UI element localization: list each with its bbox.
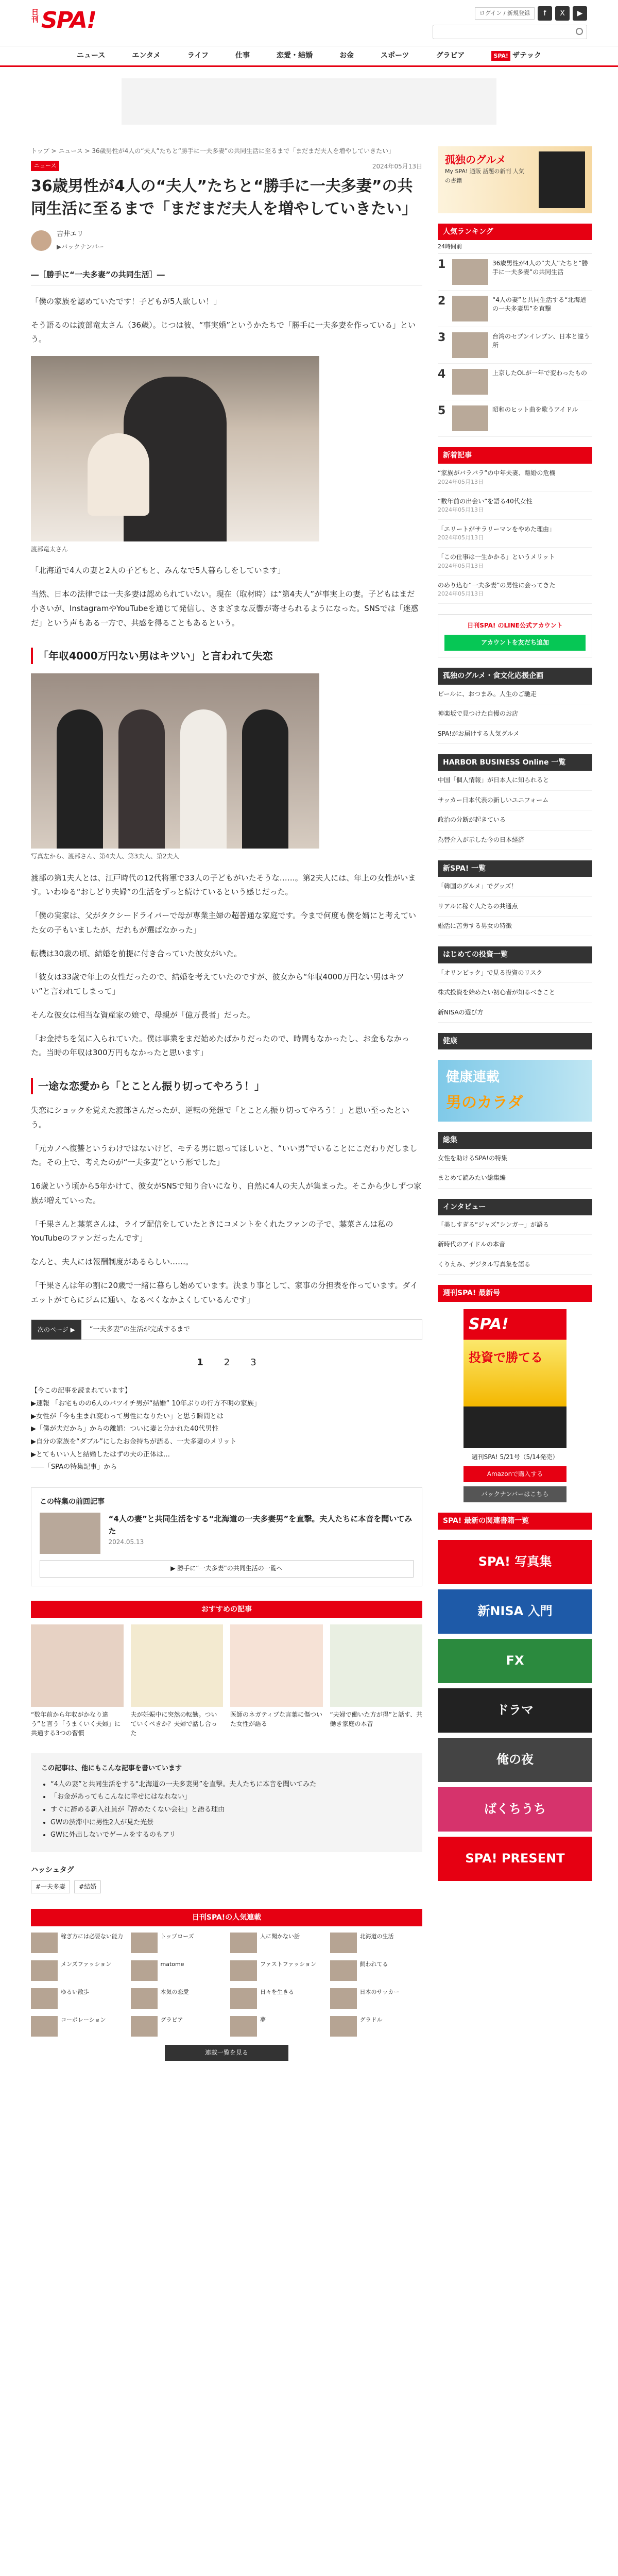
recommend-grid xyxy=(31,1624,422,1738)
magazine-buy-button[interactable]: Amazonで購入する xyxy=(464,1466,566,1482)
paragraph: 16歳という頃から5年かけて、彼女がSNSで知り合いになり、自然に4人の夫人が集まった。そこから少しずつ家族が増えていった。 xyxy=(31,1181,422,1205)
popular-title[interactable]: ゆるい散歩 xyxy=(61,1989,89,1996)
popular-thumbnail[interactable] xyxy=(31,1988,58,2009)
paragraph: 「北海道で4人の妻と2人の子どもと、みんなで5人暮らしをしています」 xyxy=(31,566,285,575)
feature-thumbnail[interactable] xyxy=(40,1513,100,1554)
new-item-title[interactable]: “家族がバラバラ”の中年夫妻、離婚の危機 xyxy=(438,469,556,477)
nav-special-label: ザテック xyxy=(512,52,541,60)
new-item[interactable] xyxy=(438,492,592,520)
x-icon[interactable]: X xyxy=(555,6,570,21)
photo-baby xyxy=(88,433,149,516)
online-heading: HARBOR BUSINESS Online 一覧 xyxy=(438,754,592,771)
popular-item[interactable] xyxy=(230,1988,323,2009)
new-item-title[interactable]: “数年前の出会い”を語る40代女性 xyxy=(438,497,533,505)
new-item-title[interactable]: のめり込む“一夫多妻”の男性に会ってきた xyxy=(438,581,556,589)
ranking-item[interactable] xyxy=(438,400,592,437)
popular-thumbnail[interactable] xyxy=(131,1988,158,2009)
section-heading: 一途な恋愛から「とことん振り切ってやろう！」 xyxy=(31,1078,422,1094)
recommend-card[interactable] xyxy=(131,1624,224,1738)
popular-more-button[interactable]: 連載一覧を見る xyxy=(165,2045,288,2061)
kenko-title: 健康連載 xyxy=(446,1070,500,1086)
paragraph: 渡部の第1夫人とは、江戸時代の12代将軍で33人の子どもがいたそうな……。第2夫人には、年上の女性がいます。いわゆる“おしどり夫婦”の生活をずっと続けているという感じだった。 xyxy=(31,873,416,897)
interview-item[interactable]: くりえみ、デジタル写真集を語る xyxy=(438,1255,592,1275)
book-link[interactable]: SPA! PRESENT xyxy=(438,1837,592,1881)
global-nav xyxy=(0,46,618,67)
popular-title[interactable]: メンズファッション xyxy=(61,1961,112,1968)
paragraph: 「僕の家族を認めていたです！子どもが5人欲しい！」 xyxy=(31,296,221,306)
first-invest-item[interactable]: 新NISAの選び方 xyxy=(438,1003,592,1023)
paragraph: 「千果さんは年の割に20歳で一緒に暮らし始めています。決まり事として、家事の分担表を作っています。ダイエットがてらにジムに通い、なるべくなかよくしているんです」 xyxy=(31,1280,418,1304)
facebook-icon[interactable]: f xyxy=(538,6,552,21)
sogo-heading: 総集 xyxy=(438,1132,592,1148)
recommend-title[interactable]: “夫婦で働いた方が得”と話す、共働き家庭の本音 xyxy=(330,1710,422,1727)
nav-sports[interactable]: スポーツ xyxy=(380,52,409,60)
author-avatar[interactable] xyxy=(31,230,52,251)
paragraph: 「千果さんと葉菜さんは、ライブ配信をしていたときにコメントをくれたファンの子で、葉菜さんは私のYouTubeのファンだったんです」 xyxy=(31,1219,393,1243)
recommend-title[interactable]: 医師のネガティブな言葉に傷ついた女性が語る xyxy=(230,1710,323,1727)
kenko-banner[interactable] xyxy=(438,1060,592,1122)
popular-item[interactable] xyxy=(131,2016,224,2037)
feature-box xyxy=(31,1487,422,1586)
feature-date: 2024.05.13 xyxy=(108,1538,144,1546)
photo-1 xyxy=(31,356,319,541)
rank-title[interactable]: 昭和のヒット曲を歌うアイドル xyxy=(492,405,578,413)
recommend-thumbnail[interactable] xyxy=(330,1624,423,1707)
popular-thumbnail[interactable] xyxy=(131,1960,158,1981)
search-icon[interactable] xyxy=(576,28,583,35)
book-link[interactable]: FX xyxy=(438,1639,592,1683)
photo-person xyxy=(242,709,288,849)
paragraph: そう語るのは渡部竜太さん（36歳）。じつは彼、“事実婚”というかたちで「勝手に一夫多妻を作っている」という。 xyxy=(31,320,416,344)
first-invest-heading: はじめての投資一覧 xyxy=(438,946,592,963)
sogo-item[interactable]: 女性を助けるSPA!の特集 xyxy=(438,1149,592,1168)
sidebar xyxy=(438,136,592,1881)
line-box xyxy=(438,614,592,657)
popular-thumbnail[interactable] xyxy=(330,1960,357,1981)
rank-title[interactable]: 台湾のセブンイレブン、日本と違う所 xyxy=(492,332,590,349)
book-link[interactable]: ばくちうち xyxy=(438,1787,592,1832)
ranking-item[interactable] xyxy=(438,254,592,291)
side-banner-sub: My SPA! 通販 話題の新刊 人気の書籍 xyxy=(445,168,524,184)
book-link[interactable]: 俺の夜 xyxy=(438,1738,592,1782)
rank-title[interactable]: 36歳男性が4人の“夫人”たちと“勝手に一夫多妻”の共同生活 xyxy=(492,259,588,276)
paragraph: 当然、日本の法律では一夫多妻は認められていない。現在（取材時）は“第4夫人”が事実上の妻。子どもはまだ小さいが、InstagramやYouTubeを通じて発信し、さまざまな反響が寄せられるようになった。SNSでは「迷惑だ」という声もある一方で、共感を得ることもあるという。 xyxy=(31,589,419,628)
reading-links-intro: 【今この記事を読まれています】 xyxy=(31,1387,132,1395)
nav-special-badge: SPA! xyxy=(491,51,510,61)
online-item[interactable]: 中国「個人情報」が日本人に知られると xyxy=(438,771,592,790)
ranking-item[interactable] xyxy=(438,327,592,364)
popular-thumbnail[interactable] xyxy=(230,1933,257,1953)
popular-item[interactable] xyxy=(230,2016,323,2037)
rank-thumbnail[interactable] xyxy=(452,405,488,431)
popular-title[interactable]: ファストファッション xyxy=(260,1961,317,1968)
popular-thumbnail[interactable] xyxy=(330,1933,357,1953)
nav-work[interactable]: 仕事 xyxy=(235,52,250,60)
related-link[interactable]: • GWに外出しないでゲームをするのもアリ xyxy=(50,1829,412,1842)
new2-item[interactable]: 「韓国のグルメ」でグッズ！ xyxy=(438,877,592,896)
popular-title[interactable]: 日々を生きる xyxy=(260,1989,294,1996)
popular-item[interactable] xyxy=(131,1988,224,2009)
recommend-card[interactable] xyxy=(330,1624,423,1738)
rank-number: 5 xyxy=(438,404,446,417)
ranking-tab[interactable]: 24時間前 xyxy=(438,240,592,254)
rank-thumbnail[interactable] xyxy=(452,296,488,321)
popular-item[interactable] xyxy=(330,1933,423,1953)
first-invest-item[interactable]: 「オリンピック」で見る投資のリスク xyxy=(438,963,592,983)
next-page-tag: 次のページ ▶ xyxy=(31,1320,81,1340)
content-wrap xyxy=(31,136,590,2576)
nav-money[interactable]: お金 xyxy=(339,52,354,60)
photo-caption: 渡部竜太さん xyxy=(31,546,68,553)
page-2[interactable]: 2 xyxy=(224,1357,230,1368)
recommend-thumbnail[interactable] xyxy=(31,1624,124,1707)
related-box xyxy=(31,1753,422,1852)
rank-number: 1 xyxy=(438,258,446,271)
page-3[interactable]: 3 xyxy=(250,1357,256,1368)
related-heading: この記事は、他にもこんな記事を書いています xyxy=(41,1764,182,1772)
logo-small: 日刊 xyxy=(30,8,39,23)
popular-item[interactable] xyxy=(31,1960,124,1981)
nav-love[interactable]: 恋愛・結婚 xyxy=(276,52,313,60)
popular-title[interactable]: 飼われてる xyxy=(359,1961,388,1968)
popular-item[interactable] xyxy=(330,2016,423,2037)
new2-item[interactable]: 婚活に苦労する男女の特徴 xyxy=(438,917,592,936)
related-link[interactable]: • “4人の妻”と共同生活をする“北海道の一夫多妻男”を直撃。夫人たちに本音を聞いてみた xyxy=(50,1778,412,1791)
popular-title[interactable]: 人に聞かない話 xyxy=(260,1933,300,1940)
new-item-title[interactable]: 「この仕事は一生かかる」というメリット xyxy=(438,553,555,561)
new-item-title[interactable]: 「エリートがサラリーマンをやめた理由」 xyxy=(438,526,556,533)
article-body xyxy=(31,268,422,1307)
new-item[interactable] xyxy=(438,520,592,548)
sponsored-item[interactable]: ビールに、おつまみ。人生のご馳走 xyxy=(438,685,592,704)
tag[interactable]: #結婚 xyxy=(74,1880,101,1893)
popular-item[interactable] xyxy=(330,1960,423,1981)
ranking-heading: 人気ランキング xyxy=(438,224,592,240)
page-1[interactable]: 1 xyxy=(197,1357,203,1368)
interview-heading: インタビュー xyxy=(438,1199,592,1215)
popular-item[interactable] xyxy=(131,1933,224,1953)
feature-more-button[interactable]: ▶ 勝手に“一夫多妻”の共同生活の一覧へ xyxy=(40,1560,414,1577)
recommend-thumbnail[interactable] xyxy=(230,1624,323,1707)
paragraph: 「元カノへ復讐というわけではないけど、モテる男に思ってほしいと、“いい男”でいることにこだわりだしました。その上で、考えたのが“一夫多妻”という形でした」 xyxy=(31,1143,418,1167)
magazine-cover[interactable] xyxy=(464,1309,566,1448)
feature-row[interactable] xyxy=(40,1513,414,1554)
popular-thumbnail[interactable] xyxy=(131,1933,158,1953)
paragraph: そんな彼女は相当な資産家の娘で、母親が「億万長者」だった。 xyxy=(31,1010,255,1020)
rank-title[interactable]: “4人の妻”と共同生活する“北海道の一夫多妻男”を直撃 xyxy=(492,296,587,313)
rank-number: 2 xyxy=(438,294,446,308)
ranking-item[interactable] xyxy=(438,364,592,400)
magazine-backnumber-button[interactable]: バックナンバーはこちら xyxy=(464,1486,566,1502)
side-banner-title: 孤独のグルメ xyxy=(445,154,506,166)
photo-person xyxy=(57,709,103,849)
new-item-date: 2024年05月13日 xyxy=(438,534,484,541)
reading-links xyxy=(31,1385,422,1474)
interview-item[interactable]: 新時代のアイドルの本音 xyxy=(438,1235,592,1255)
category-label[interactable]: ニュース xyxy=(31,161,59,171)
popular-title[interactable]: 日本のサッカー xyxy=(359,1989,400,1996)
popular-item[interactable] xyxy=(31,2016,124,2037)
rank-number: 4 xyxy=(438,367,446,381)
magazine-logo: SPA! xyxy=(469,1315,509,1333)
next-page-text: “一夫多妻”の生活が完成するまで xyxy=(89,1325,191,1333)
author-row[interactable] xyxy=(31,229,422,252)
book-link[interactable]: 新NISA 入門 xyxy=(438,1589,592,1634)
nav-entame[interactable]: エンタメ xyxy=(132,52,161,60)
popular-title[interactable]: トップローズ xyxy=(160,1933,194,1940)
reading-link[interactable]: ▶「僕が夫だから」からの離婚：ついに妻と分かれた40代男性 xyxy=(31,1425,219,1433)
tag[interactable]: #一夫多妻 xyxy=(31,1880,70,1893)
paragraph: 転機は30歳の頃、結婚を前提に付き合っていた彼女がいた。 xyxy=(31,948,242,958)
site-header xyxy=(0,0,618,46)
popular-title[interactable]: グラドル xyxy=(359,2016,383,2024)
search-input[interactable] xyxy=(433,25,587,39)
popular-item[interactable] xyxy=(230,1960,323,1981)
popular-title[interactable]: 本気の恋愛 xyxy=(160,1989,189,1996)
book-links-heading: SPA! 最新の関連書籍一覧 xyxy=(438,1513,592,1529)
backnumber-link[interactable]: ▶バックナンバー xyxy=(57,243,104,250)
reading-link[interactable]: ▶とてもいい人と結婚したはずの夫の正体は… xyxy=(31,1450,170,1459)
new-item[interactable] xyxy=(438,548,592,575)
popular-thumbnail[interactable] xyxy=(230,2016,257,2037)
new-item-date: 2024年05月13日 xyxy=(438,506,484,514)
member-link[interactable]: ログイン / 新規登録 xyxy=(475,7,535,20)
paragraph: 失恋にショックを覚えた渡部さんだったが、逆転の発想で「とことん振り切ってやろう！」と思い至ったという。 xyxy=(31,1106,409,1129)
rank-thumbnail[interactable] xyxy=(452,369,488,395)
next-page-link[interactable] xyxy=(31,1319,422,1340)
related-link[interactable]: • GWの渋滞中に男性2人が見た光景 xyxy=(50,1817,412,1829)
kenko-heading: 健康 xyxy=(438,1033,592,1049)
new-item[interactable] xyxy=(438,464,592,492)
photo-person xyxy=(180,709,227,849)
popular-title[interactable]: グラビア xyxy=(160,2016,183,2024)
line-add-button[interactable]: アカウントを友だち追加 xyxy=(444,635,586,651)
new-item-date: 2024年05月13日 xyxy=(438,562,484,569)
lead-heading: ―［勝手に“一夫多妻”の共同生活］― xyxy=(31,268,422,285)
rank-thumbnail[interactable] xyxy=(452,259,488,285)
popular-thumbnail[interactable] xyxy=(31,1933,58,1953)
popular-title[interactable]: matome xyxy=(160,1961,184,1968)
feature-title[interactable]: “4人の妻”と共同生活をする“北海道の一夫多妻男”を直撃。夫人たちに本音を聞いてみた xyxy=(108,1514,413,1536)
line-heading: 日刊SPA! のLINE公式アカウント xyxy=(467,622,563,630)
popular-item[interactable] xyxy=(230,1933,323,1953)
nav-news[interactable]: ニュース xyxy=(77,52,106,60)
recommend-card[interactable] xyxy=(31,1624,124,1738)
popular-thumbnail[interactable] xyxy=(31,1960,58,1981)
book-links xyxy=(438,1540,592,1881)
online-item[interactable]: 為替介入が示した今の日本経済 xyxy=(438,831,592,850)
article-title: 36歳男性が4人の“夫人”たちと“勝手に一夫多妻”の共同生活に至るまで「まだまだ夫人を増やしていきたい」 xyxy=(31,177,417,218)
breadcrumb[interactable]: トップ > ニュース > 36歳男性が4人の“夫人”たちと“勝手に一夫多妻”の共同生活に至るまで「まだまだ夫人を増やしていきたい」 xyxy=(31,147,395,155)
popular-item[interactable] xyxy=(330,1988,423,2009)
new-item[interactable] xyxy=(438,576,592,604)
paragraph: 「僕の実家は、父がタクシードライバーで母が専業主婦の超普通な家庭です。今まで何度も僕を婿にと考えていた女の子もいましたが、だれもが選ばなかった」 xyxy=(31,911,417,935)
magazine-caption: 週刊SPA! 5/21号（5/14発売） xyxy=(471,1453,559,1461)
popular-thumbnail[interactable] xyxy=(230,1960,257,1981)
first-invest-item[interactable]: 株式投資を始めたい初心者が知るべきこと xyxy=(438,983,592,1003)
sponsored-heading: 孤独のグルメ・食文化応援企画 xyxy=(438,668,592,684)
popular-thumbnail[interactable] xyxy=(330,1988,357,2009)
pager xyxy=(31,1355,422,1370)
new-heading: 新着記事 xyxy=(438,447,592,464)
reading-link[interactable]: ▶女性が「今も生まれ変わって男性になりたい」と思う瞬間とは xyxy=(31,1412,224,1420)
popular-grid xyxy=(31,1933,422,2037)
paragraph: 「彼女は33歳で年上の女性だったので、結婚を考えていたのですが、彼女から“年収4000万円ない男はキツい”と言われてしまって」 xyxy=(31,972,404,996)
online-item[interactable]: サッカー日本代表の新しいユニフォーム xyxy=(438,791,592,810)
header-right xyxy=(475,6,587,21)
paragraph: なんと、夫人には報酬制度があるらしい……。 xyxy=(31,1257,194,1267)
sogo-item[interactable]: まとめて読みたい総集編 xyxy=(438,1168,592,1188)
popular-heading: 日刊SPA!の人気連載 xyxy=(31,1909,422,1926)
popular-title[interactable]: 夢 xyxy=(260,2016,266,2024)
ranking-item[interactable] xyxy=(438,291,592,327)
popular-thumbnail[interactable] xyxy=(230,1988,257,2009)
photo-caption: 写真左から、渡部さん、第4夫人、第3夫人、第2夫人 xyxy=(31,853,179,860)
popular-thumbnail[interactable] xyxy=(131,2016,158,2037)
related-link[interactable]: • すぐに辞める新入社員が『辞めたくない会社』と語る理由 xyxy=(50,1804,412,1817)
sponsored-item[interactable]: 神楽坂で見つけた自慢のお店 xyxy=(438,704,592,724)
side-banner[interactable] xyxy=(438,146,592,213)
author-name[interactable]: 吉井エリ xyxy=(57,230,84,238)
photo-2 xyxy=(31,673,319,849)
new2-item[interactable]: リアルに稼ぐ人たちの共通点 xyxy=(438,897,592,917)
rank-number: 3 xyxy=(438,331,446,344)
reading-link[interactable]: ▶自分の家族を“ダブル”にしたお金持ちが語る、一夫多妻のメリット xyxy=(31,1437,237,1446)
rank-thumbnail[interactable] xyxy=(452,332,488,358)
book-link[interactable]: ドラマ xyxy=(438,1688,592,1733)
recommend-thumbnail[interactable] xyxy=(131,1624,224,1707)
nav-gravure[interactable]: グラビア xyxy=(436,52,465,60)
recommend-title[interactable]: “数年前から年収がかなり違う”と言う「うまくいく夫婦」に共通する3つの習慣 xyxy=(31,1710,121,1737)
nav-life[interactable]: ライフ xyxy=(187,52,209,60)
photo-person xyxy=(118,709,165,849)
main-column xyxy=(31,136,422,2061)
reading-links-extra: ――「SPAの特集記事」から xyxy=(31,1463,117,1471)
site-logo[interactable] xyxy=(31,6,103,35)
logo-big: SPA! xyxy=(41,7,96,33)
kenko-sub: 男のカラダ xyxy=(446,1094,523,1112)
recommend-title[interactable]: 夫が妊娠中に突然の転勤。ついていくべきか？夫婦で話し合った xyxy=(130,1710,217,1737)
popular-title[interactable]: 稼ぎ方には必要ない能力 xyxy=(61,1933,123,1940)
tag-list xyxy=(31,1880,422,1893)
rank-title[interactable]: 上京したOLが一年で変わったもの xyxy=(492,369,588,377)
popular-item[interactable] xyxy=(31,1988,124,2009)
online-item[interactable]: 政治の分断が起きている xyxy=(438,810,592,830)
new2-heading: 新SPA! 一覧 xyxy=(438,860,592,877)
popular-title[interactable]: 北海道の生活 xyxy=(359,1933,394,1940)
interview-item[interactable]: 「美しすぎる“ジャズ”シンガー」が語る xyxy=(438,1215,592,1235)
feature-heading: この特集の前回記事 xyxy=(40,1497,105,1506)
side-banner-image xyxy=(539,151,585,208)
recommend-heading: おすすめの記事 xyxy=(31,1601,422,1618)
paragraph: 「お金持ちを気に入られていた。僕は事業をまだ始めたばかりだったので、時間もなかったし、お金もなかった。当時の年収は300万円もなかったと思います」 xyxy=(31,1033,409,1058)
sponsored-item[interactable]: SPA!がお届けする人気グルメ xyxy=(438,724,592,744)
related-link[interactable]: • 「お金があってもこんなに幸せにはなれない」 xyxy=(50,1791,412,1804)
new-item-date: 2024年05月13日 xyxy=(438,590,484,598)
popular-thumbnail[interactable] xyxy=(31,2016,58,2037)
publish-date: 2024年05月13日 xyxy=(372,163,422,170)
new-item-date: 2024年05月13日 xyxy=(438,478,484,485)
section-heading: 「年収4000万円ない男はキツい」と言われて失恋 xyxy=(31,648,422,664)
reading-link[interactable]: ▶速報 「お宅ものの6人のバツイチ男が“結婚” 10年ぶりの行方不明の家族」 xyxy=(31,1399,261,1408)
popular-thumbnail[interactable] xyxy=(330,2016,357,2037)
magazine-heading: 週刊SPA! 最新号 xyxy=(438,1285,592,1301)
magazine-headline: 投資で勝てる xyxy=(469,1350,543,1365)
book-link[interactable]: SPA! 写真集 xyxy=(438,1540,592,1584)
popular-item[interactable] xyxy=(131,1960,224,1981)
nav-special[interactable] xyxy=(478,50,555,61)
top-ad-slot xyxy=(122,78,496,125)
popular-title[interactable]: コーポレーション xyxy=(61,2016,106,2024)
tags-heading: ハッシュタグ xyxy=(31,1866,74,1875)
popular-item[interactable] xyxy=(31,1933,124,1953)
youtube-icon[interactable]: ▶ xyxy=(573,6,587,21)
recommend-card[interactable] xyxy=(230,1624,323,1738)
